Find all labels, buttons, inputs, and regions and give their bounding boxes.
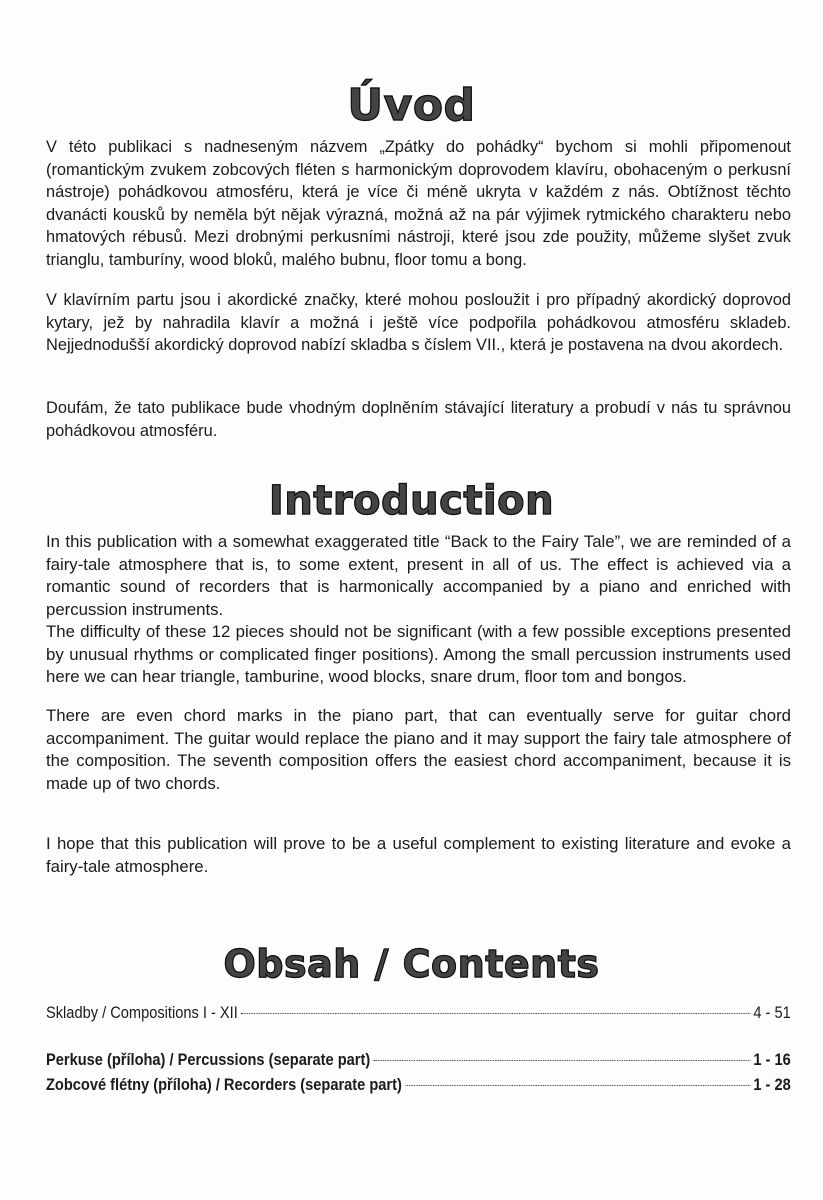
toc-title: Perkuse (příloha) / Percussions (separate part): [46, 1050, 371, 1069]
toc-pages: 1 - 28: [753, 1075, 791, 1094]
toc-entry-percussions: [46, 1050, 791, 1070]
heading-uvod: Úvod: [347, 80, 476, 131]
english-paragraph-3: I hope that this publication will prove to be a useful complement to existing literature and evoke a fairy-tale atmosphere.: [46, 834, 791, 876]
toc-leader-dots: [374, 1060, 750, 1061]
english-paragraph-1a: In this publication with a somewhat exaggerated title “Back to the Fairy Tale”, we are reminded of a fairy-tale atmosphere that is, to some extent, present in all of us. The effect is achieved via a romantic sound of recorders that is harmonically accompanied by a piano and enriched with percussion instruments.: [46, 532, 791, 619]
english-paragraph-2: There are even chord marks in the piano part, that can eventually serve for guitar chord accompaniment. The guitar would replace the piano and it may support the fairy tale atmosphere of the composition. The seventh composition offers the easiest chord accompaniment, because it is made up of two chords.: [46, 706, 791, 793]
english-paragraph-1: [46, 531, 791, 689]
toc-pages: 1 - 16: [753, 1050, 791, 1069]
toc-title: Zobcové flétny (příloha) / Recorders (separate part): [46, 1075, 402, 1094]
toc-entry-compositions: [46, 1003, 791, 1023]
toc-entry-recorders: [46, 1075, 791, 1095]
czech-paragraph-2: V klavírním partu jsou i akordické značky, které mohou posloužit i pro případný akordický doprovod kytary, jež by nahradila klavír a možná i ještě více podpořila pohádkovou atmosféru skladeb. Nejjednodušší akordický doprovod nabízí skladba s číslem VII., která je postavena na dvou akordech.: [46, 291, 791, 354]
toc-leader-dots: [405, 1085, 750, 1086]
toc-leader-dots: [241, 1013, 750, 1014]
czech-paragraph-1: V této publikaci s nadneseným názvem „Zpátky do pohádky“ bychom si mohli připomenout (romantickým zvukem zobcových fléten s harmonickým doprovodem klavíru, obohaceným o perkusní nástroje) pohádkovou atmosféru, která je více či méně ukryta v každém z nás. Obtížnost těchto dvanácti kousků by neměla být nějak výrazná, možná až na pár výjimek rytmického charakteru nebo hmatových rébusů. Mezi drobnými perkusními nástroji, které jsou zde použity, můžeme slyšet zvuk trianglu, tamburíny, wood bloků, malého bubnu, floor tomu a bong.: [46, 138, 791, 269]
toc-title: Skladby / Compositions I - XII: [46, 1003, 238, 1022]
heading-contents: Obsah / Contents: [223, 942, 600, 986]
toc-pages: 4 - 51: [753, 1003, 791, 1022]
english-paragraph-1b: The difficulty of these 12 pieces should not be significant (with a few possible exceptions presented by unusual rhythms or complicated finger positions). Among the small percussion instruments used here we can hear triangle, tamburine, wood blocks, snare drum, floor tom and bongos.: [46, 622, 791, 686]
heading-introduction: Introduction: [268, 478, 555, 524]
czech-paragraph-3: Doufám, že tato publikace bude vhodným doplněním stávající literatury a probudí v nás tu správnou pohádkovou atmosféru.: [46, 399, 791, 440]
